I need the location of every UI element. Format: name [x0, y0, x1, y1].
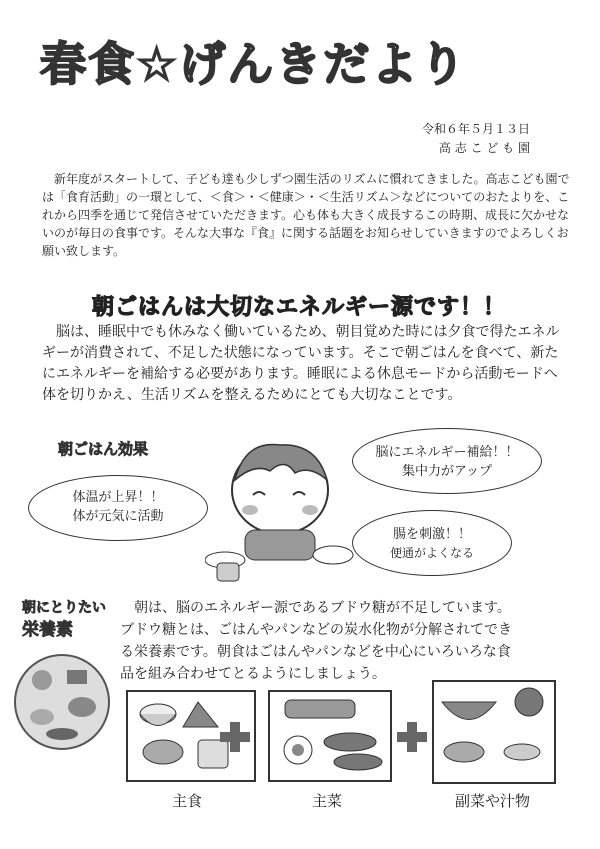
main-dish-box: [268, 690, 392, 782]
bubble-subtitle: 集中力がアップ: [401, 464, 493, 479]
food-circle-illustration: [12, 652, 112, 752]
main-dish-caption: 主菜: [312, 792, 343, 810]
speech-bubble-intestine: [352, 510, 512, 576]
bubble-title: 脳にエネルギー補給！！: [375, 445, 519, 460]
section-body: [42, 322, 567, 406]
bubble-subtitle: 便通がよくなる: [389, 546, 474, 560]
side-dish-box: [432, 680, 556, 784]
bubble-title: 体温が上昇！！: [72, 490, 164, 505]
child-eating-illustration: [205, 435, 355, 585]
nutrients-text-1: 朝は、脳のエネルギー源であるブドウ糖が不足しています。: [134, 600, 511, 616]
nutrients-label-line2: 栄養素: [22, 620, 73, 640]
section-body-text: 脳は、睡眠中でも休みなく働いているため、朝目覚めた時には夕食で得たエネルギーが消費されて、不足した状態になっています。そこで朝ごはんを食べて、新たにエネルギーを補給する必要があります。睡眠による休息モードから活動モードへ体を切りかえ、生活リズムを整えるためにとても大切なことです。: [42, 324, 560, 403]
date-block: [422, 120, 530, 158]
page-title: 春食☆げんきだより: [40, 37, 468, 91]
plus-icon: [220, 722, 250, 752]
staple-food-caption: 主食: [172, 792, 203, 810]
organization-name: 高 志 こ ど も 園: [438, 141, 530, 155]
section-heading-breakfast-energy: 朝ごはんは大切なエネルギー源です！！: [92, 295, 507, 320]
nutrients-text-2: ブドウ糖とは、ごはんやパンなどの炭水化物が分解されてできる栄養素です。朝食はごはんやパンなどを中心にいろいろな食品を組み合わせてとるようにしましょう。: [120, 622, 512, 682]
soup-vegetables-fruit-illustration: [434, 682, 550, 778]
side-dish-caption: 副菜や汁物: [455, 792, 531, 810]
intro-paragraph: [42, 170, 572, 260]
nutrients-label-line1: 朝にとりたい: [22, 600, 106, 616]
speech-bubble-body-temperature: [28, 475, 208, 541]
nutrients-label: [22, 597, 106, 641]
intro-text: 新年度がスタートして、子ども達も少しずつ園生活のリズムに慣れてきました。高志こども園では「食育活動」の一環として、＜食＞・＜健康＞・＜生活リズム＞などについてのおたよりを、これから四季を通じて発信させていただきます。心も体も大きく成長するこの時期、成長に欠かせないのが毎日の食事です。そんな大事な『食』に関する話題をお知らせしていきますのでよろしくお願い致します。: [42, 172, 570, 258]
effects-heading: 朝ごはん効果: [58, 440, 149, 458]
fish-egg-sausage-illustration: [270, 692, 386, 776]
bubble-title: 腸を刺激！！: [392, 527, 471, 542]
speech-bubble-brain-energy: [352, 428, 542, 494]
bubble-subtitle: 体が元気に活動: [72, 509, 164, 524]
plus-icon: [397, 722, 427, 752]
nutrients-text: [120, 597, 520, 685]
issue-date: 令和６年５月１３日: [421, 122, 530, 136]
